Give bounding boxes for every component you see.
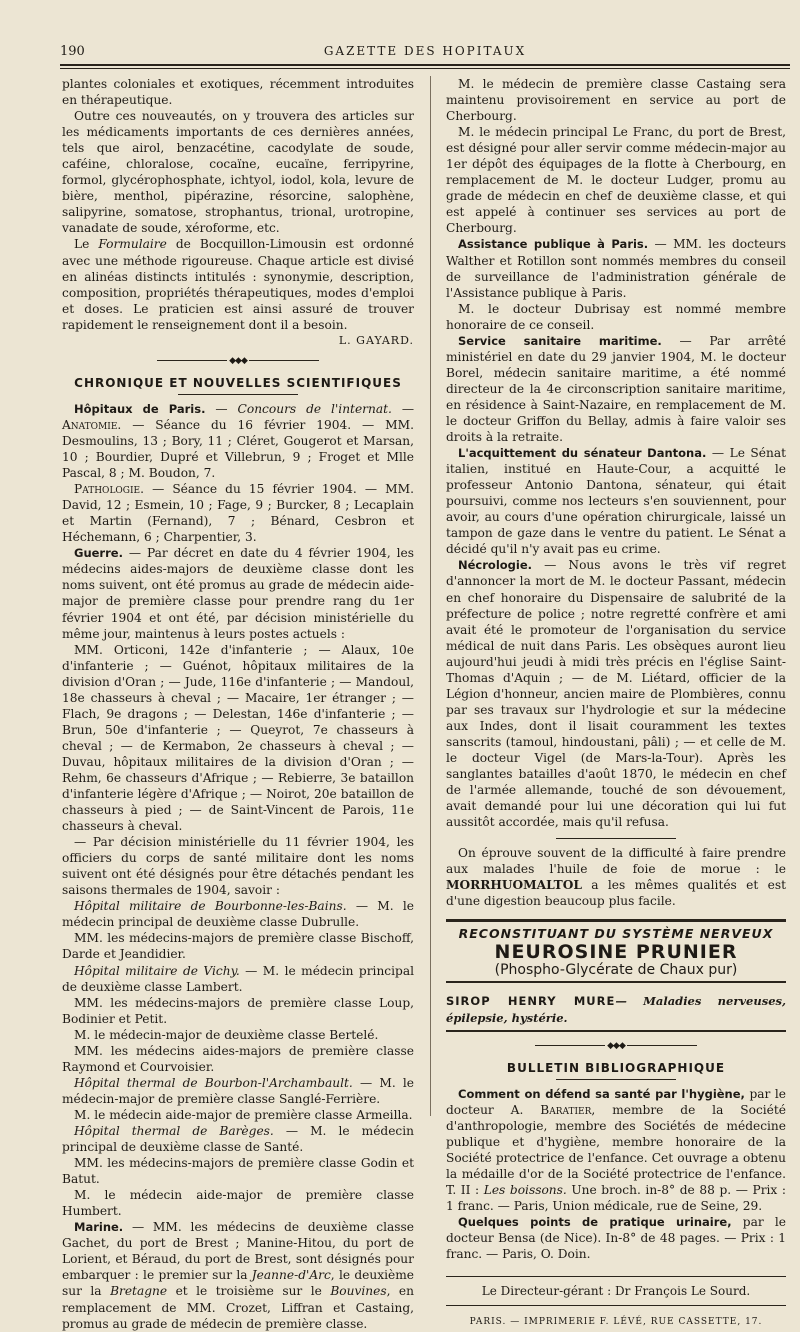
text-italic: Hôpital thermal de Bourbon-l'Archambault. — [74, 1075, 353, 1090]
text: — M. le médecin principal de deuxième classe Lambert. — [62, 963, 414, 994]
lede: Comment on défend sa santé par l'hygiène, — [458, 1086, 745, 1101]
lede: Marine. — [74, 1220, 124, 1235]
paragraph — [62, 1219, 414, 1331]
text-italic: Formulaire — [98, 237, 167, 252]
ad-tagline: RECONSTITUANT DU SYSTÈME NERVEUX — [458, 926, 774, 942]
lede: Guerre. — [74, 546, 123, 561]
text: Le — [74, 237, 99, 252]
text-italic: Hôpital militaire de Bourbonne-les-Bains. — [74, 899, 347, 914]
paragraph: M. le médecin aide-major de première classe Armeilla. — [74, 1107, 413, 1122]
paragraph: M. le médecin aide-major de première classe Humbert. — [62, 1188, 414, 1219]
paragraph — [62, 545, 414, 641]
paragraph: MM. les médecins-majors de première classe Loup, Bodinier et Petit. — [62, 995, 414, 1026]
text: On éprouve souvent de la difficulté à faire prendre aux malades l'huile de foie de morue : le — [446, 846, 786, 877]
text: — Séance du 16 février 1904. — MM. Desmoulins, 13 ; Bory, 11 ; Cléret, Gougerot et Marsan, 10 ; Bourdier, Dupré et Villebrun, 9 ; Froget et Mlle Pascal, 8 ; M. Boudon, 7. — [62, 417, 414, 481]
text-italic: Concours de l'internat. — [237, 401, 392, 416]
text: et le troisième sur le — [167, 1284, 331, 1299]
paragraph: MM. les médecins aides-majors de première classe Raymond et Courvoisier. — [62, 1043, 414, 1074]
text: par le docteur A. — [446, 1086, 786, 1117]
text: — Séance du 15 février 1904. — MM. David, 12 ; Esmein, 10 ; Fage, 9 ; Burcker, 8 ; Lecaplain et Martin (Fernand), 7 ; Bénard, Cesbron et Héchemann, 6 ; Charpentier, 3. — [62, 482, 414, 545]
text-italic: Les boissons. — [483, 1182, 567, 1197]
paragraph — [446, 557, 786, 830]
text-italic: Bouvines — [330, 1284, 387, 1299]
text-italic: Hôpital thermal de Barèges. — [74, 1124, 274, 1138]
text: Une broch. in-8° de 88 p. — Prix : 1 franc. — Paris, Union médicale, rue de Seine, 29. — [446, 1182, 787, 1213]
paragraph — [446, 445, 786, 557]
page-number: 190 — [60, 44, 85, 59]
text: — Par décret en date du 4 février 1904, les médecins aides-majors de deuxième classe dont les noms suivent, ont été promus au grade de médecin aide-major de première classe pour prendre rang du 1er février 1904 et ont été, par décision ministérielle du même jour, maintenus à leurs postes actuels : — [62, 546, 414, 641]
text: a les mêmes qualités et est d'une digestion beaucoup plus facile. — [446, 878, 786, 909]
short-rule — [178, 394, 298, 395]
text: — Le Sénat italien, institué en Haute-Cour, a acquitté le professeur Antonio Dantona, sénateur, qui était poursuivi, comme nos lecteurs s'en souviennent, pour avoir, au cours d'une opération chirurgicale, laissé un tampon de gaze dans le ventre du patient. Le Sénat a décidé qu'il n'y avait pas eu crime. — [446, 446, 786, 557]
right-column — [446, 76, 786, 1330]
ad-product-subtitle: (Phospho-Glycérate de Chaux pur) — [494, 962, 738, 979]
header-rule — [60, 64, 790, 69]
paragraph: M. le médecin-major de deuxième classe Bertelé. — [74, 1027, 379, 1042]
ad-description: — Maladies nerveuses, épilepsie, hystérie. — [446, 994, 787, 1025]
ad-brand: SIROP HENRY MURE — [446, 994, 616, 1009]
paragraph: MM. les médecins-majors de première classe Godin et Batut. — [62, 1156, 414, 1187]
text: — MM. les docteurs Walther et Rotillon sont nommés membres du conseil de surveillance de l'administration générale de l'Assistance publique à Paris. — [446, 237, 787, 300]
text-italic: Bretagne — [110, 1284, 168, 1299]
paragraph: — Par décision ministérielle du 11 février 1904, les officiers du corps de santé militaire dont les noms suivent ont été désignés pour être détachés pendant les saisons thermales de 1904, savoir : — [62, 835, 414, 898]
text: par le docteur Bensa (de Nice). In-8° de 48 pages. — Prix : 1 franc. — Paris, O. Doin. — [446, 1215, 786, 1262]
paragraph — [62, 401, 414, 481]
paragraph — [446, 845, 786, 909]
advertisement-neurosine — [446, 919, 786, 983]
lede: Quelques points de pratique urinaire, — [458, 1215, 732, 1230]
paragraph — [62, 236, 414, 332]
signature: L. GAYARD. — [338, 333, 414, 347]
ad-product-name: NEUROSINE PRUNIER — [494, 941, 738, 964]
paragraph — [62, 1075, 414, 1107]
text: — MM. les médecins de deuxième classe Gachet, du port de Brest ; Manine-Hitou, du port de Lorient, et Béraud, du port de Brest, sont désignés pour embarquer : le premier sur la — [62, 1220, 414, 1283]
advertisement-sirop — [446, 987, 786, 1031]
text: — Par arrêté ministériel en date du 29 janvier 1904, M. le docteur Borel, médecin sanitaire maritime, a été nommé directeur de la 4e circonscription sanitaire maritime, en résidence à Saint-Nazaire, en remplacement de M. le docteur Griffon du Bellay, admis à faire valoir ses droits à la retraite. — [446, 333, 786, 445]
text: — M. le médecin-major de première classe Sanglé-Ferrière. — [62, 1075, 414, 1106]
printer-imprint: PARIS. — IMPRIMERIE F. LÉVÉ, RUE CASSETTE, 17. — [469, 1317, 763, 1328]
paragraph — [446, 236, 786, 300]
running-title: GAZETTE DES HOPITAUX — [323, 44, 527, 58]
paragraph: M. le médecin principal Le Franc, du port de Brest, est désigné pour aller servir comme médecin-major au 1er dépôt des équipages de la flotte à Cherbourg, en remplacement de M. le docteur Ludger, promu au grade de médecin en chef de deuxième classe, et qui est appelé à continuer ses services au port de Cherbourg. — [446, 125, 786, 236]
text: , membre de la Société d'anthropologie, membre des Sociétés de médecine publique et d'hygiène, membre honoraire de la Société protectrice de l'enfance. Cet ouvrage a obtenu la médaille d'or de la Société protectrice de l'enfance. T. II : — [446, 1102, 786, 1197]
text-italic: Hôpital militaire de Vichy. — [74, 963, 240, 978]
director-line: Le Directeur-gérant : Dr François Le Sourd. — [446, 1276, 786, 1306]
lede: Service sanitaire maritime. — [458, 333, 662, 348]
text: , le deuxième sur la — [62, 1268, 414, 1299]
paragraph — [446, 1086, 786, 1214]
paragraph — [62, 481, 414, 545]
short-rule — [556, 838, 676, 839]
text-smallcaps: Anatomie. — [62, 417, 122, 432]
paragraph: Outre ces nouveautés, on y trouvera des articles sur les médicaments importants de ces dernières années, tels que airol, benzacétine, cacodylate de soude, caféine, chloralose, cocaïne, eucaïne, ferripyrine, formol, glycérophosphate, ichtyol, iodol, kola, levure de bière, menthol, pipérazine, résorcine, salophène, salipyrine, somatose, strophantus, trional, urotropine, vanadate de soude, xéroforme, etc. — [62, 109, 414, 236]
paragraph: M. le médecin de première classe Castaing sera maintenu provisoirement en service au port de Cherbourg. — [446, 77, 786, 124]
brand-name: MORRHUOMALTOL — [446, 878, 582, 893]
ornament-divider: ◆◆◆ — [62, 353, 414, 369]
lede: Hôpitaux de Paris. — [74, 401, 206, 416]
text-italic: Jeanne-d'Arc — [251, 1268, 331, 1283]
paragraph: M. le docteur Dubrisay est nommé membre honoraire de ce conseil. — [446, 301, 786, 332]
text: — — [391, 401, 415, 416]
paragraph — [62, 1123, 414, 1155]
paragraph — [446, 1214, 786, 1262]
text: — M. le médecin principal de deuxième classe Dubrulle. — [62, 899, 414, 930]
section-title: BULLETIN BIBLIOGRAPHIQUE — [506, 1060, 726, 1075]
lede: Assistance publique à Paris. — [458, 237, 649, 252]
lede: L'acquittement du sénateur Dantona. — [458, 446, 707, 461]
paragraph — [62, 963, 414, 995]
text: — Nous avons le très vif regret d'annoncer la mort de M. le docteur Passant, médecin en chef honoraire du Dispensaire de salubrité de la préfecture de police ; notre regretté confrère et ami avait été le promoteur de l'organisation du service médical de nuit dans Paris. Les obsèques auront lieu aujourd'hui jeudi à midi très précis en l'église Saint-Thomas d'Aquin ; — de M. Liétard, officier de la Légion d'honneur, ancien maire de Plombières, connu par ses travaux sur l'hydrologie et sur la médecine aux Indes, dont il lisait couramment les textes sanscrits (tamoul, hindoustani, pâli) ; — et celle de M. le docteur Vigel (de Mars-la-Tour). Après les sanglantes batailles d'août 1870, le médecin en chef de l'armée allemande, touché de son dévouement, avait demandé pour lui une décoration qui lui fut aussitôt accordée, mais qu'il refusa. — [446, 558, 786, 830]
ornament-divider: ◆◆◆ — [446, 1038, 786, 1054]
paragraph — [62, 898, 414, 930]
section-title: CHRONIQUE ET NOUVELLES SCIENTIFIQUES — [74, 375, 402, 390]
text: — M. le médecin principal de deuxième classe de Santé. — [62, 1124, 414, 1155]
text: de Bocquillon-Limousin est ordonné avec une méthode rigoureuse. Chaque article est divisé en alinéas distincts intitulés : synonymie, description, composition, propriétés thérapeutiques, modes d'emploi et doses. Le praticien est ainsi assuré de trouver rapidement le renseignement dont il a besoin. — [62, 237, 415, 332]
paragraph: MM. les médecins-majors de première classe Bischoff, Darde et Jeandidier. — [62, 931, 414, 962]
text-smallcaps: Baratier — [540, 1102, 592, 1117]
lede: Nécrologie. — [458, 558, 532, 573]
paragraph: plantes coloniales et exotiques, récemment introduites en thérapeutique. — [62, 77, 414, 108]
text: — — [205, 401, 238, 416]
left-column — [62, 76, 414, 1332]
text-smallcaps: Pathologie. — [74, 482, 144, 497]
short-rule — [556, 1079, 676, 1080]
paragraph — [446, 333, 786, 445]
column-divider — [430, 76, 431, 1116]
paragraph: MM. Orticoni, 142e d'infanterie ; — Alaux, 10e d'infanterie ; — Guénot, hôpitaux militaires de la division d'Oran ; — Jude, 116e d'infanterie ; — Mandoul, 18e chasseurs à cheval ; — Macaire, 1er étranger ; — Flach, 9e dragons ; — Delestan, 146e d'infanterie ; — Brun, 50e d'infanterie ; — Queyrot, 7e chasseurs à cheval ; — de Kermabon, 2e chasseurs à cheval ; — Duvau, hôpitaux militaires de la division d'Oran ; — Rehm, 6e chasseurs d'Afrique ; — Rebierre, 3e bataillon d'infanterie légère d'Afrique ; — Noirot, 20e bataillon de chasseurs à pied ; — de Saint-Vincent de Parois, 11e chasseurs à cheval. — [62, 642, 414, 834]
text: , en remplacement de MM. Crozet, Liffran et Castaing, promus au grade de médecin de première classe. — [62, 1284, 414, 1331]
